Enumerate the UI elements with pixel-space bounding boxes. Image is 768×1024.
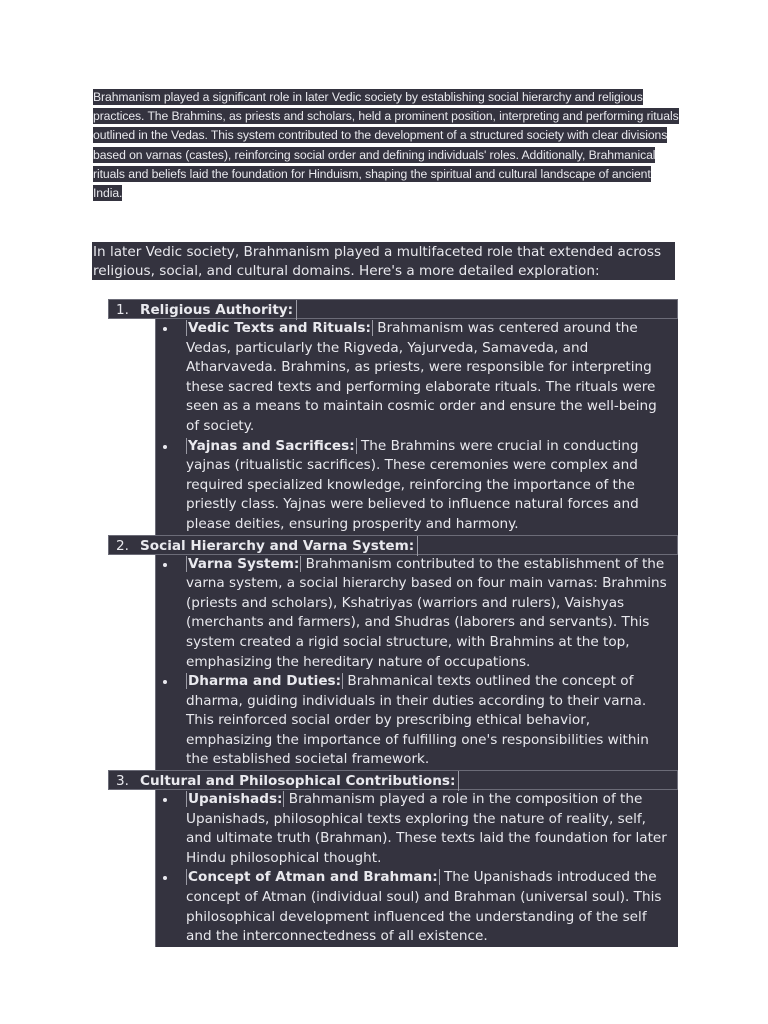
list-item (156, 790, 678, 868)
item-text: Brahmanism played a role in the composition of the Upanishads, philosophical texts exploring the nature of reality, self, and ultimate truth (Brahman). These texts laid the foundation for later Hindu philosophical thought. (186, 791, 667, 866)
item-term: Upanishads: (188, 791, 283, 808)
section-cultural-philosophical (108, 770, 678, 947)
list-item (156, 555, 678, 673)
section-heading (108, 535, 678, 555)
bullet-icon (163, 327, 167, 331)
section-heading (108, 299, 678, 319)
bullet-list (155, 790, 678, 947)
section-title: Social Hierarchy and Varna System: (140, 536, 418, 556)
item-term: Dharma and Duties: (188, 673, 342, 690)
section-number: 1. (116, 302, 129, 318)
overview-paragraph: In later Vedic society, Brahmanism played a multifaceted role that extended across religious, social, and cultural domains. Here's a more detailed exploration: (92, 242, 675, 280)
bullet-icon (163, 680, 167, 684)
list-item (156, 437, 678, 535)
item-text: Brahmanism was centered around the Vedas, particularly the Rigveda, Yajurveda, Samaveda, and Atharvaveda. Brahmins, as priests, were responsible for interpreting these sacred texts and performing elaborate rituals. The rituals were seen as a means to maintain cosmic order and ensure the well-being of society. (186, 320, 657, 434)
bullet-list (155, 555, 678, 771)
item-text: The Brahmins were crucial in conducting yajnas (ritualistic sacrifices). These ceremonies were complex and required specialized knowledge, reinforcing the importance of the priestly class. Yajnas were believed to influence natural forces and please deities, ensuring prosperity and harmony. (186, 437, 639, 532)
bullet-icon (163, 563, 167, 567)
section-social-hierarchy (108, 535, 678, 771)
list-item (156, 319, 678, 437)
bullet-icon (163, 798, 167, 802)
item-text: Brahmanism contributed to the establishment of the varna system, a social hierarchy based on four main varnas: Brahmins (priests and scholars), Kshatriyas (warriors and rulers), Vaishyas (merchants and farmers), and Shudras (laborers and servants). This system created a rigid social structure, with Brahmins at the top, emphasizing the hereditary nature of occupations. (186, 555, 667, 670)
bullet-icon (163, 876, 167, 880)
item-term: Varna System: (188, 555, 300, 572)
intro-paragraph (93, 88, 679, 203)
section-title: Religious Authority: (140, 300, 297, 320)
list-item (156, 868, 678, 946)
item-term: Concept of Atman and Brahman: (188, 869, 438, 886)
bullet-list (155, 319, 678, 535)
section-title: Cultural and Philosophical Contributions: (140, 771, 459, 791)
item-term: Yajnas and Sacrifices: (188, 437, 355, 454)
item-term: Vedic Texts and Rituals: (188, 320, 371, 336)
section-religious-authority (108, 299, 678, 535)
section-number: 2. (116, 537, 129, 554)
section-heading (108, 770, 678, 790)
item-text: Brahmanical texts outlined the concept of dharma, guiding individuals in their duties according to their varna. This reinforced social order by prescribing ethical behavior, emphasizing the importance of fulfilling one's responsibilities within the established societal framework. (186, 673, 649, 768)
section-list (108, 299, 678, 947)
item-text: The Upanishads introduced the concept of Atman (individual soul) and Brahman (universal soul). This philosophical development influenced the understanding of the self and the interconnectedness of all existence. (186, 869, 662, 945)
bullet-icon (163, 445, 167, 449)
section-number: 3. (116, 773, 129, 790)
intro-highlight: Brahmanism played a significant role in later Vedic society by establishing social hierarchy and religious practices. The Brahmins, as priests and scholars, held a prominent position, interpreting and performing rituals outlined in the Vedas. This system contributed to the development of a structured society with clear divisions based on varnas (castes), reinforcing social order and defining individuals' roles. Additionally, Brahmanical rituals and beliefs laid the foundation for Hinduism, shaping the spiritual and cultural landscape of ancient India. (93, 90, 679, 201)
list-item (156, 672, 678, 770)
